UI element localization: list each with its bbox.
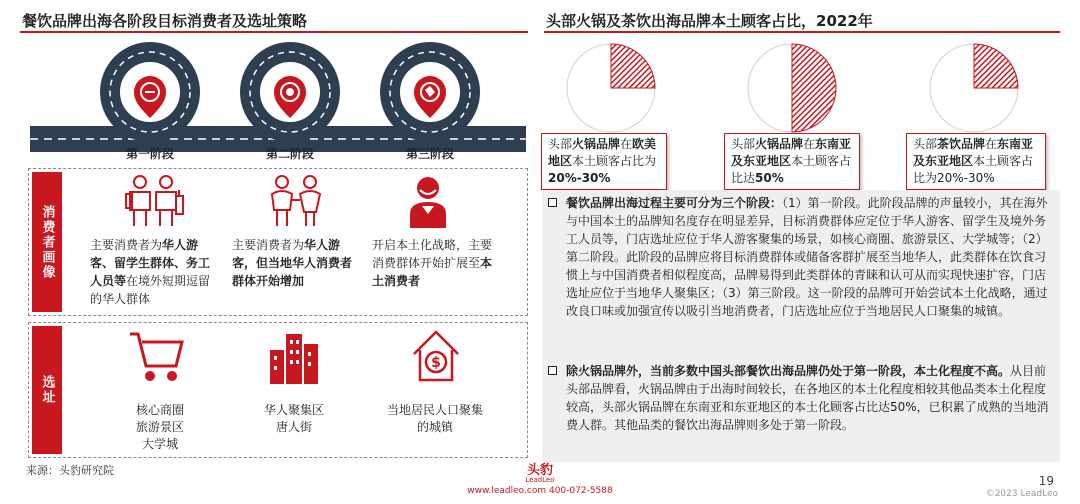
local-consumer-icon [408, 174, 448, 230]
callout-tea-asia: 头部茶饮品牌在东南亚及东亚地区本土顾客占比为20%-30% [906, 133, 1046, 190]
shopping-cart-icon [128, 330, 184, 384]
travelers-icon [124, 174, 184, 230]
stage2-site-text: 华人聚集区 唐人街 [263, 403, 324, 434]
stage2-pin-icon [274, 76, 306, 118]
pie-slice-local [792, 44, 836, 132]
footer-brand [455, 459, 625, 496]
pie-chart-tea-asia [926, 40, 1022, 136]
stage3-label: 第三阶段 [405, 147, 454, 161]
source-note: 来源：头豹研究院 [26, 464, 114, 477]
consumer-sidebar: 消费者画像 [32, 172, 62, 312]
pie-slice-local [611, 44, 655, 88]
stage3-consumer-text: 开启本土化战略，主要消费群体开始扩展至本土消费者 [372, 238, 493, 288]
right-title-underline [544, 31, 1060, 33]
stage1-site-text: 核心商圈 旅游景区 大学城 [135, 403, 184, 451]
copyright: ©2023 LeadLeo [985, 489, 1058, 499]
svg-text:$: $ [431, 355, 441, 371]
house-money-icon [410, 328, 462, 384]
page-number: 19 [1038, 474, 1054, 488]
left-title-underline [20, 31, 528, 33]
stage1-consumer-text: 主要消费者为华人游客、留学生群体、务工人员等在境外短期逗留的华人群体 [90, 238, 211, 306]
stage3-site-text: 当地居民人口聚集 的城镇 [386, 403, 483, 434]
stage1-label: 第一阶段 [125, 147, 174, 161]
chinese-community-icon [266, 174, 326, 230]
right-title: 头部火锅及茶饮出海品牌本土顾客占比，2022年 [546, 12, 873, 30]
site-sidebar: 选址 [32, 326, 62, 454]
callout-hotpot-asia: 头部火锅品牌在东南亚及东亚地区本土顾客占比达50% [724, 133, 860, 190]
brand-logo: 头豹 [526, 463, 553, 478]
stage2-label: 第二阶段 [265, 147, 314, 161]
bullet-square-icon [548, 198, 557, 207]
pie-chart-hotpot-west [563, 40, 659, 136]
pie-chart-hotpot-asia [744, 40, 840, 136]
stage2-consumer-text: 主要消费者为华人游客，但当地华人消费者群体开始增加 [232, 238, 353, 288]
stage1-pin-icon [134, 76, 166, 118]
left-title: 餐饮品牌出海各阶段目标消费者及选址策略 [22, 12, 308, 30]
buildings-icon [266, 330, 322, 384]
bullet-localization: 除火锅品牌外，当前多数中国头部餐饮出海品牌仍处于第一阶段，本土化程度不高。从目前头部品牌看，火锅品牌由于出海时间较长，在各地区的本土化程度相较其他品类本土化程度较高，头部火锅品牌在东南亚和东亚地区的本土化顾客占比达50%，已积累了成熟的当地消费人群。其他品类的餐饮出海品牌则多处于第一阶段。 [548, 362, 1053, 434]
callout-hotpot-west: 头部火锅品牌在欧美地区本土顾客占比为20%-30% [541, 133, 667, 190]
bullet-square-icon [548, 366, 557, 375]
stage3-pin-icon [414, 76, 446, 118]
pie-slice-local [974, 44, 1018, 88]
bullet-stages: 餐饮品牌出海过程主要可分为三个阶段：（1）第一阶段。此阶段品牌的声量较小，其在海外与中国本土的品牌知名度存在明显差异，目标消费群体应定位于华人游客、留学生及境外务工人员等，门店选址应位于华人游客聚集的场景，如核心商圈、旅游景区、大学城等；（2）第二阶段。此阶段的品牌应将目标消费群体或储备客群扩展至当地华人，此类群体在饮食习惯上与中国消费者相似程度高，品牌易得到此类群体的青睐和认可从而实现快速扩容，门店选址应位于当地华人聚集区；（3）第三阶段。这一阶段的品牌可开始尝试本土化战略，通过改良口味或加强宣传以吸引当地消费者，门店选址应位于当地居民人口聚集的城镇。 [548, 194, 1053, 320]
contact-info: www.leadleo.com 400-072-5588 [467, 486, 613, 496]
brand-subtitle: LeadLeo [525, 476, 555, 484]
